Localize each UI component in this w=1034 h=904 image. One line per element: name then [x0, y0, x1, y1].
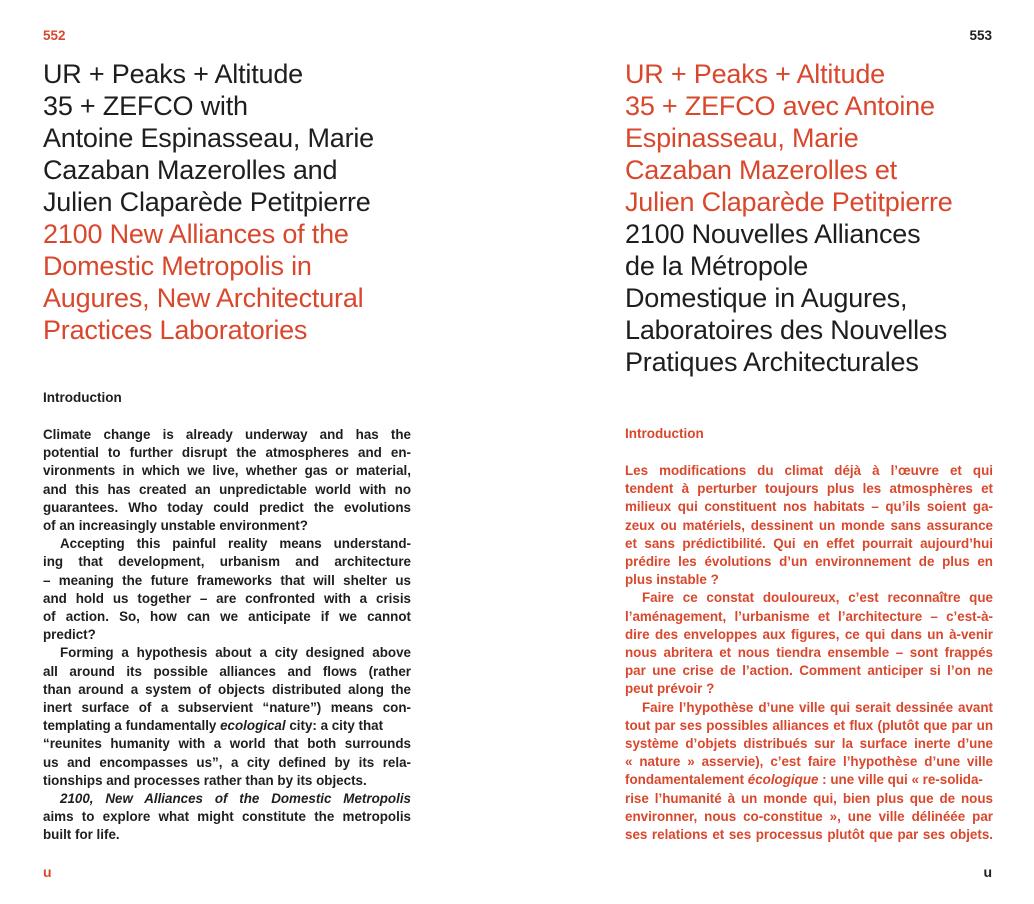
subtitle-line: de la Métropole [625, 251, 809, 281]
text-line: zeux ou matériels, dessinent un monde sans assurance [625, 517, 993, 533]
title-line: Julien Claparède Petitpierre [43, 187, 371, 217]
text-line: tendent à perturber toujours plus les atmosphères et [625, 481, 993, 497]
text-line: ing that development, urbanism and architecture [43, 554, 411, 570]
text-line: predict? [43, 627, 96, 643]
title-line: Cazaban Mazerolles and [43, 155, 338, 185]
title-line: UR + Peaks + Altitude [43, 59, 303, 89]
emphasis-line: 2100, New Alliances of the Domestic Metropolis [60, 791, 411, 807]
page-title [43, 58, 433, 346]
text-line: Accepting this painful reality means understand- [60, 536, 411, 552]
text-line: rise l’humanité à un monde qui, bien plus que de nous [625, 790, 993, 806]
text-line: and hold us together – are confronted with a crisis [43, 590, 411, 606]
title-line: 35 + ZEFCO with [43, 91, 248, 121]
text-line: than around a system of objects distributed along the [43, 681, 411, 697]
title-line: Antoine Espinasseau, Marie [43, 123, 374, 153]
title-line: 35 + ZEFCO avec Antoine [625, 91, 935, 121]
text-run: city: a city that [285, 718, 384, 734]
text-line: plus instable ? [625, 572, 719, 588]
body-text [43, 426, 411, 845]
text-line: « nature » asservie), c’est faire l’hypothèse d’une ville [625, 754, 993, 770]
subtitle-line: 2100 New Alliances of the [43, 219, 349, 249]
page-title [625, 58, 1015, 378]
body-text [625, 462, 993, 844]
text-line: “reunites humanity with a world that both surrounds [43, 736, 411, 752]
text-line: milieux qui constituent nos habitats – qu’ils soient ga- [625, 499, 993, 515]
text-run: templating a fundamentally [43, 718, 221, 734]
text-line: of action. So, how can we anticipate if we cannot [43, 609, 411, 625]
text-line: dire des enveloppes aux figures, ce qui dans un à-venir [625, 626, 993, 642]
text-line: nous abritera et nous tiendra ensemble – sont frappés [625, 645, 993, 661]
footer-mark: u [983, 864, 992, 880]
text-line: l’aménagement, l’urbanisme et l’architecture – c’est-à- [625, 608, 993, 624]
text-line: – meaning the future frameworks that will shelter us [43, 572, 411, 588]
section-heading: Introduction [43, 390, 122, 405]
page-number: 553 [969, 28, 992, 43]
text-line: Climate change is already underway and has the [43, 427, 411, 442]
text-run: : une ville qui « re-solida- [818, 772, 983, 788]
text-line: par une crise de l’action. Comment anticiper si l’on ne [625, 663, 993, 679]
text-line: Forming a hypothesis about a city designed above [60, 645, 411, 661]
page-number: 552 [43, 28, 66, 43]
text-line: environner, nous co-constitue », une ville délinéée par [625, 808, 993, 824]
title-line: Espinasseau, Marie [625, 123, 859, 153]
text-line: Faire ce constat douloureux, c’est reconnaître que [642, 590, 993, 606]
title-line: UR + Peaks + Altitude [625, 59, 885, 89]
subtitle-line: Augures, New Architectural [43, 283, 364, 313]
text-line: ses relations et ses processus plutôt que par ses objets. [625, 827, 993, 843]
text-line: peut prévoir ? [625, 681, 715, 697]
subtitle-line: Practices Laboratories [43, 315, 308, 345]
text-line: inert surface of a subservient “nature”) means con- [43, 700, 411, 716]
title-line: Julien Claparède Petitpierre [625, 187, 953, 217]
text-run: fondamentalement [625, 772, 748, 788]
subtitle-line: Laboratoires des Nouvelles [625, 315, 947, 345]
subtitle-line: Domestic Metropolis in [43, 251, 312, 281]
text-line: tout par ses possibles alliances et flux (plutôt que par un [625, 717, 993, 733]
text-line: et sans prédictibilité. Qui en effet pourrait aujourd’hui [625, 535, 993, 551]
text-line: and this has created an unpredictable world with no [43, 481, 411, 497]
text-line: all around its possible alliances and flows (rather [43, 663, 411, 679]
section-heading: Introduction [625, 426, 704, 441]
subtitle-line: Pratiques Architecturales [625, 347, 919, 377]
text-line [625, 771, 993, 789]
text-line: système d’objets distribués sur la surface inerte d’une [625, 736, 993, 752]
footer-mark: u [43, 864, 52, 880]
text-line: guarantees. Who today could predict the evolutions [43, 499, 411, 515]
text-line: aims to explore what might constitute the metropolis [43, 809, 411, 825]
text-line: tionships and processes rather than by its objects. [43, 772, 367, 788]
title-line: Cazaban Mazerolles et [625, 155, 897, 185]
emphasis-text: écologique [747, 772, 819, 788]
right-page [625, 0, 992, 904]
text-line: built for life. [43, 827, 120, 843]
text-line: us and encompasses us”, a city defined by its rela- [43, 754, 411, 770]
subtitle-line: Domestique in Augures, [625, 283, 908, 313]
text-line: prédire les évolutions d’un environnement de plus en [625, 554, 993, 570]
text-line [43, 717, 411, 735]
text-line: Faire l’hypothèse d’une ville qui serait dessinée avant [642, 699, 993, 715]
text-line: of an increasingly unstable environment? [43, 518, 308, 534]
left-page [43, 0, 411, 904]
text-line: potential to further disrupt the atmospheres and en- [43, 445, 411, 461]
text-line: Les modifications du climat déjà à l’œuvre et qui [625, 463, 993, 478]
text-line: vironments in which we live, whether gas or material, [43, 463, 411, 479]
subtitle-line: 2100 Nouvelles Alliances [625, 219, 921, 249]
emphasis-text: ecological [220, 718, 286, 734]
